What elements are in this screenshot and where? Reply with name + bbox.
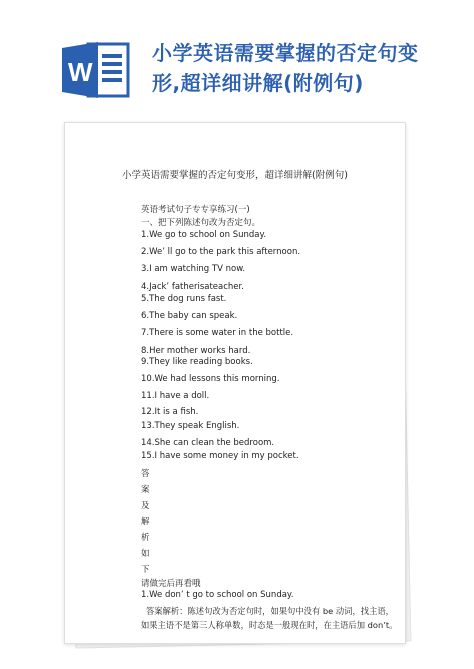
sentence-3: 3.I am watching TV now. <box>141 264 246 274</box>
vertical-char-7: 下 <box>141 565 150 575</box>
vertical-char-2: 案 <box>141 485 150 495</box>
document-title: 小学英语需要掌握的否定句变形，超详细讲解(附例句) <box>122 170 348 181</box>
sentence-9: 9.They like reading books. <box>141 357 253 367</box>
vertical-char-5: 析 <box>141 533 150 543</box>
svg-text:W: W <box>68 57 93 87</box>
after-note: 请做完后再看哦 <box>141 579 201 589</box>
banner-title-line1: 小学英语需要掌握的否定句变 <box>152 41 419 65</box>
section-heading: 英语考试句子专专享练习(一) <box>141 205 250 215</box>
sentence-6: 6.The baby can speak. <box>141 311 238 321</box>
vertical-char-1: 答 <box>141 469 150 479</box>
sentence-4: 4.Jack’ fatherisateacher. <box>141 282 244 292</box>
vertical-char-6: 如 <box>141 549 150 559</box>
banner-title <box>152 38 452 98</box>
sentence-12: 12.It is a fish. <box>141 407 199 417</box>
banner-title-line2: 形,超详细讲解(附例句) <box>152 71 364 95</box>
sentence-11: 11.I have a doll. <box>141 391 210 401</box>
sentence-10: 10.We had lessons this morning. <box>141 374 280 384</box>
sentence-14: 14.She can clean the bedroom. <box>141 438 275 448</box>
sentence-2: 2.We’ ll go to the park this afternoon. <box>141 247 301 257</box>
instruction: 一、把下列陈述句改为否定句。 <box>141 218 261 228</box>
document-page <box>64 122 406 644</box>
explanation-line-2: 如果主语不是第三人称单数，时态是一般现在时，在主语后加 don’t。 <box>141 620 398 630</box>
vertical-char-3: 及 <box>141 501 150 511</box>
sentence-5: 5.The dog runs fast. <box>141 294 227 304</box>
answer-1: 1.We don’ t go to school on Sunday. <box>141 590 294 600</box>
explanation-line-1: 答案解析：陈述句改为否定句时，如果句中没有 be 动词，找主语， <box>146 606 394 616</box>
sentence-15: 15.I have some money in my pocket. <box>141 451 299 461</box>
banner <box>0 0 474 120</box>
sentence-8: 8.Her mother works hard. <box>141 346 251 356</box>
sentence-13: 13.They speak English. <box>141 421 240 431</box>
sentence-7: 7.There is some water in the bottle. <box>141 328 294 338</box>
sentence-1: 1.We go to school on Sunday. <box>141 230 267 240</box>
word-document-icon <box>62 40 132 100</box>
vertical-char-4: 解 <box>141 517 150 527</box>
